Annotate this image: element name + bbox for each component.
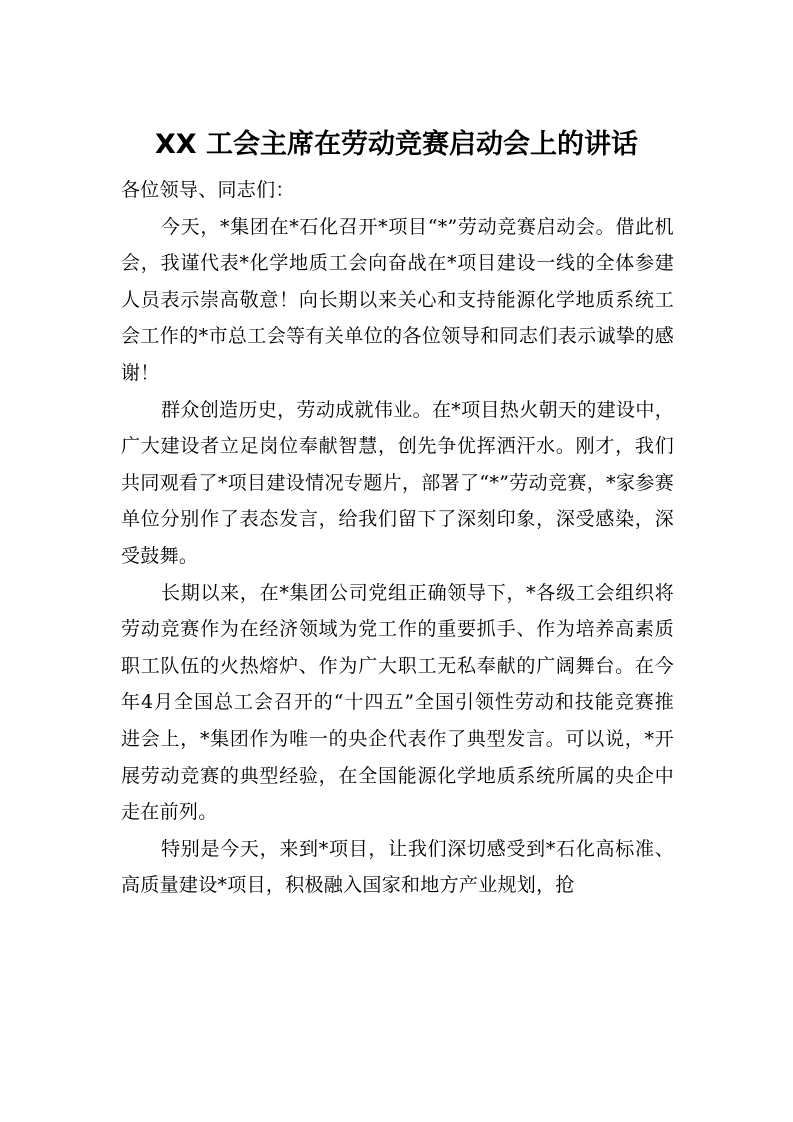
salutation: 各位领导、同志们：	[121, 179, 295, 201]
paragraph-3: 长期以来，在*集团公司党组正确领导下，*各级工会组织将劳动竞赛作为在经济领域为党工作的重要抓手、作为培养高素质职工队伍的火热熔炉、作为广大职工无私奉献的广阔舞台。在今年4月全国总工会召开的“十四五”全国引领性劳动和技能竞赛推进会上，*集团作为唯一的央企代表作了典型发言。可以说，*开展劳动竞赛的典型经验，在全国能源化学地质系统所属的央企中走在前列。	[121, 581, 674, 824]
document-title: XX 工会主席在劳动竞赛启动会上的讲话	[154, 129, 639, 160]
paragraph-4: 特别是今天，来到*项目，让我们深切感受到*石化高标准、高质量建设*项目，积极融入国家和地方产业规划，抢	[121, 837, 674, 897]
paragraph-1: 今天，*集团在*石化召开*项目“*”劳动竞赛启动会。借此机会，我谨代表*化学地质工会向奋战在*项目建设一线的全体参建人员表示崇高敬意！向长期以来关心和支持能源化学地质系统工会工作的*市总工会等有关单位的各位领导和同志们表示诚挚的感谢！	[121, 215, 674, 384]
paragraph-2: 群众创造历史，劳动成就伟业。在*项目热火朝天的建设中，广大建设者立足岗位奉献智慧，创先争优挥洒汗水。刚才，我们共同观看了*项目建设情况专题片，部署了“*”劳动竞赛，*家参赛单位分别作了表态发言，给我们留下了深刻印象，深受感染，深受鼓舞。	[121, 398, 674, 567]
document-body	[121, 172, 674, 904]
